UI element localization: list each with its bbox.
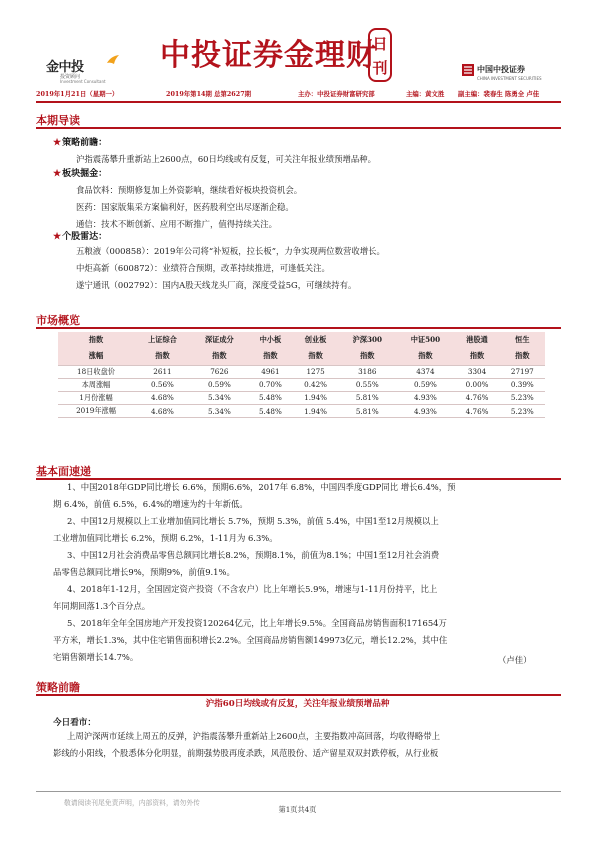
publication-title: 中投证券金理财 — [160, 38, 377, 73]
table-cell: 0.59% — [191, 378, 248, 391]
section-divider-market — [36, 327, 561, 329]
strategy-summary: 沪指震荡攀升重新站上2600点，60日均线或有反复，可关注年报业绩预增品种。 — [76, 154, 376, 164]
company-mark-icon — [462, 64, 474, 76]
table-header-cell: 中小板 — [248, 332, 293, 348]
table-row — [58, 378, 545, 391]
table-cell: 18日收盘价 — [58, 365, 134, 378]
table-header-cell: 指数 — [58, 332, 134, 348]
table-cell: 1.94% — [293, 405, 338, 418]
table-header-cell: 中证500 — [396, 332, 454, 348]
logo-en-text: Investment Consultant — [60, 79, 106, 84]
table-cell: 2019年涨幅 — [58, 405, 134, 418]
daily-badge-char-2: 刊 — [372, 59, 388, 77]
bird-icon — [106, 54, 120, 68]
table-cell: 5.81% — [338, 405, 396, 418]
table-header-cell: 港股通 — [454, 332, 499, 348]
logo-sub-text: 投资顾问 — [60, 74, 81, 80]
table-header-cell: 指数 — [293, 348, 338, 365]
table-row — [58, 365, 545, 378]
daily-badge-char-1: 日 — [372, 35, 388, 53]
section-title-market: 市场概览 — [36, 314, 80, 327]
header-divider — [36, 101, 561, 103]
page-number: 第1页共4页 — [278, 805, 317, 814]
table-cell: 3186 — [338, 365, 396, 378]
today-outlook-label: 今日看市： — [53, 718, 96, 728]
paragraph-line: 品零售总额同比增长9%，预期9%，前值9.1%。 — [53, 567, 235, 577]
table-cell: 5.23% — [500, 391, 545, 404]
table-cell: 5.34% — [191, 405, 248, 418]
table-cell: 本周涨幅 — [58, 378, 134, 391]
table-header-cell: 指数 — [134, 348, 191, 365]
table-cell: 27197 — [500, 365, 545, 378]
company-name-cn: 中国中投证券 — [477, 65, 525, 74]
issue-meta-bar — [36, 89, 561, 101]
market-overview-table — [58, 332, 545, 418]
table-row — [58, 391, 545, 404]
table-cell: 4.68% — [134, 391, 191, 404]
table-cell: 3304 — [454, 365, 499, 378]
paragraph-line: 5、2018年全年全国房地产开发投资120264亿元，比上年增长9.5%。全国商品房销售面积171654万 — [67, 618, 447, 628]
stock-line: 中炬高新（600872）：业绩符合预期，改革持续推进，可逢低关注。 — [76, 263, 330, 273]
table-cell: 1275 — [293, 365, 338, 378]
paragraph-line: 宅销售额增长14.7%。 — [53, 652, 139, 662]
paragraph-line: 4、2018年1-12月，全国固定资产投资（不含农户）比上年增长5.9%，增速与1-11月份持平，比上 — [67, 584, 438, 594]
table-header-cell: 创业板 — [293, 332, 338, 348]
table-cell: 5.81% — [338, 391, 396, 404]
table-header-cell: 恒生 — [500, 332, 545, 348]
table-cell: 0.39% — [500, 378, 545, 391]
sector-line: 医药：国家版集采方案偏利好，医药股利空出尽逐渐企稳。 — [76, 202, 294, 212]
strategy-bullet: ★策略前瞻： — [53, 138, 108, 148]
company-name-en: CHINA INVESTMENT SECURITIES — [477, 76, 542, 81]
table-cell: 5.34% — [191, 391, 248, 404]
table-header-cell: 指数 — [454, 348, 499, 365]
paragraph-line: 期 6.4%，前值 6.5%，6.4%的增速为约十年新低。 — [53, 499, 248, 509]
paragraph-line: 年同期回落1.3个百分点。 — [53, 601, 151, 611]
paragraph-line: 平方米，增长1.3%，其中住宅销售面积增长2.2%。全国商品房销售额149973亿元，增长12.2%，其中住 — [53, 635, 448, 645]
paragraph-line: 影线的小阳线，个股悉体分化明显，前期强势股再度杀跌，风范股份、适产留星双双封跌停板，从行业板 — [53, 748, 439, 758]
logo-brand-text: 金中投 — [46, 60, 84, 75]
table-cell: 4374 — [396, 365, 454, 378]
strategy-body — [53, 728, 549, 762]
table-header-cell: 深证成分 — [191, 332, 248, 348]
fundamentals-body — [53, 479, 549, 666]
table-cell: 0.42% — [293, 378, 338, 391]
table-cell: 4.76% — [454, 405, 499, 418]
table-cell: 5.48% — [248, 405, 293, 418]
investment-consultant-logo — [46, 56, 118, 84]
table-header-cell: 指数 — [396, 348, 454, 365]
table-cell: 5.23% — [500, 405, 545, 418]
star-icon: ★ — [53, 169, 62, 179]
table-header-cell: 指数 — [191, 348, 248, 365]
table-cell: 0.56% — [134, 378, 191, 391]
host-unit: 主办：中投证券财富研究部 — [298, 90, 375, 98]
daily-badge — [368, 28, 392, 82]
table-cell: 0.70% — [248, 378, 293, 391]
strategy-headline: 沪指60日均线或有反复，关注年报业绩预增品种 — [205, 699, 390, 709]
issue-date: 2019年1月21日（星期一） — [36, 90, 119, 98]
footer-divider — [36, 791, 561, 792]
table-header-cell: 指数 — [248, 348, 293, 365]
table-cell: 4.68% — [134, 405, 191, 418]
section-title-guide: 本期导读 — [36, 114, 80, 127]
star-icon: ★ — [53, 138, 62, 148]
table-cell: 1月份涨幅 — [58, 391, 134, 404]
china-investment-securities-logo — [462, 62, 562, 84]
table-header-cell: 指数 — [338, 348, 396, 365]
table-header-cell: 上证综合 — [134, 332, 191, 348]
star-icon: ★ — [53, 232, 62, 242]
table-row — [58, 405, 545, 418]
table-cell: 0.59% — [396, 378, 454, 391]
table-cell: 4.93% — [396, 391, 454, 404]
table-header-cell: 沪深300 — [338, 332, 396, 348]
issue-number: 2019年第14期 总第2627期 — [166, 90, 252, 98]
deputy-editors: 副主编：裴春生 陈勇全 卢佳 — [458, 90, 540, 98]
table-cell: 0.00% — [454, 378, 499, 391]
table-cell: 1.94% — [293, 391, 338, 404]
sector-line: 通信：技术不断创新、应用不断推广，值得持续关注。 — [76, 219, 277, 229]
sector-bullet: ★板块掘金： — [53, 169, 108, 179]
section-divider-guide — [36, 127, 561, 129]
stock-bullet: ★个股雷达： — [53, 232, 108, 242]
table-header-cell: 指数 — [500, 348, 545, 365]
author-signature: （卢佳） — [498, 655, 532, 665]
table-header-cell: 涨幅 — [58, 348, 134, 365]
paragraph-line: 工业增加值同比增长 6.2%，预期 6.2%，1-11月为 6.3%。 — [53, 533, 278, 543]
table-cell: 2611 — [134, 365, 191, 378]
paragraph-line: 3、中国12月社会消费品零售总额同比增长8.2%，预期8.1%，前值为8.1%；中国1至12月社会消费 — [67, 550, 440, 560]
table-cell: 0.55% — [338, 378, 396, 391]
table-cell: 4.76% — [454, 391, 499, 404]
table-header-row — [58, 348, 545, 365]
table-header-row — [58, 332, 545, 348]
paragraph-line: 2、中国12月规模以上工业增加值同比增长 5.7%，预期 5.3%，前值 5.4%，中国1至12月规模以上 — [67, 516, 439, 526]
chief-editor: 主编：黄文胜 — [406, 90, 445, 98]
sector-line: 食品饮料：预期修复加上外资影响，继续看好板块投资机会。 — [76, 185, 303, 195]
paragraph-line: 上周沪深两市延续上周五的反弹，沪指震荡攀升重新站上2600点，主要指数冲高回落，均收得略带上 — [67, 731, 441, 741]
stock-line: 遂宁通讯（002792）：国内A股天线龙头厂商，深度受益5G，可继续持有。 — [76, 280, 357, 290]
section-title-strategy: 策略前瞻 — [36, 681, 80, 694]
section-divider-strategy — [36, 694, 561, 696]
table-cell: 4.93% — [396, 405, 454, 418]
disclaimer-note: 敬请阅读刊尾免责声明，内部资料，请勿外传 — [64, 799, 200, 807]
paragraph-line: 1、中国2018年GDP同比增长 6.6%，预期6.6%，2017年 6.8%，中国四季度GDP同比 增长6.4%，预 — [67, 482, 456, 492]
table-cell: 5.48% — [248, 391, 293, 404]
table-cell: 7626 — [191, 365, 248, 378]
table-cell: 4961 — [248, 365, 293, 378]
stock-line: 五粮液（000858）：2019年公司将“补短板，拉长板”，力争实现两位数营收增长。 — [76, 246, 385, 256]
section-title-fundamentals: 基本面速递 — [36, 465, 91, 478]
